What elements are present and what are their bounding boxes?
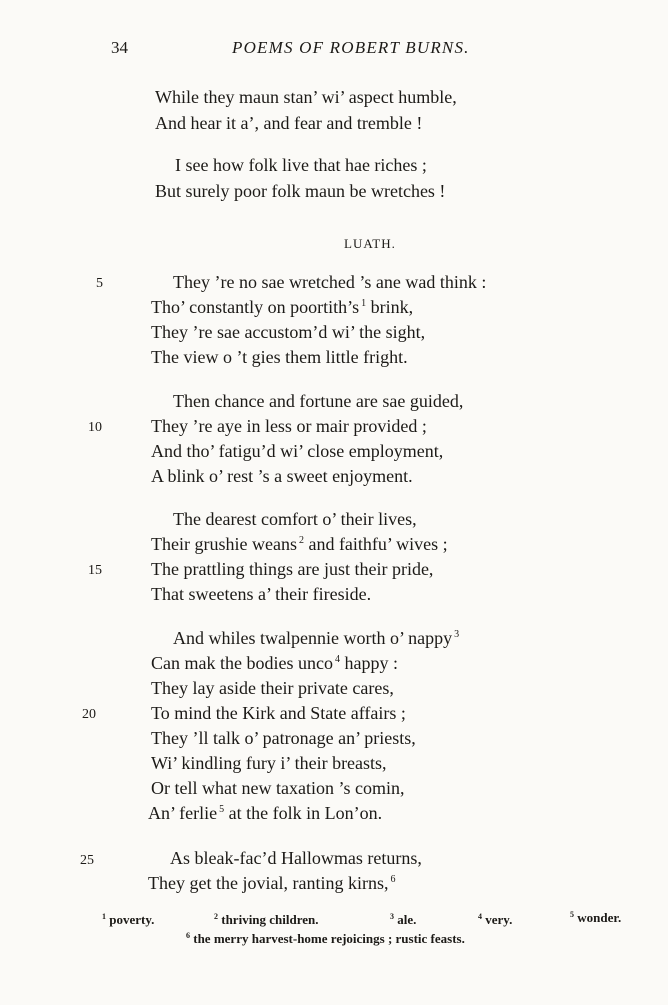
verse-line: And hear it a’, and fear and tremble ! [155, 113, 423, 133]
footnote-text: thriving children. [221, 912, 319, 927]
footnote [476, 912, 512, 928]
line-number: 15 [88, 563, 102, 578]
footnote [212, 912, 319, 928]
footnote-mark: 5 [570, 910, 574, 919]
verse-line: Wi’ kindling fury i’ their breasts, [151, 753, 387, 773]
verse-line [148, 802, 382, 824]
verse-line: They ’re aye in less or mair provided ; [151, 416, 427, 436]
line-number: 10 [88, 420, 102, 435]
verse-line [173, 627, 459, 649]
verse-text: They get the jovial, ranting kirns, [148, 873, 389, 893]
footnote [568, 910, 621, 926]
footnote-mark: 2 [214, 912, 218, 921]
verse-line: While they maun stan’ wi’ aspect humble, [155, 87, 457, 107]
page-number: 34 [111, 38, 128, 57]
footnote-mark: 6 [186, 931, 190, 940]
footnote [184, 931, 465, 947]
verse-line: The view o ’t gies them little fright. [151, 347, 408, 367]
footnote-text: wonder. [577, 910, 622, 925]
verse-line: To mind the Kirk and State affairs ; [151, 703, 406, 723]
footnote [100, 912, 154, 928]
footnote-marker: 4 [334, 654, 340, 665]
verse-line: They ’re sae accustom’d wi’ the sight, [151, 322, 426, 342]
verse-line: The prattling things are just their pride, [151, 559, 434, 579]
verse-line: They ’ll talk o’ patronage an’ priests, [151, 728, 416, 748]
footnote-marker: 6 [390, 874, 396, 885]
verse-line [151, 533, 448, 555]
verse-text: Tho’ constantly on poortith’s [151, 297, 360, 317]
line-number: 5 [96, 276, 103, 291]
verse-line: And tho’ fatigu’d wi’ close employment, [151, 441, 444, 461]
verse-text: happy : [344, 653, 398, 673]
footnote-mark: 3 [390, 912, 394, 921]
speaker-heading: LUATH. [344, 236, 396, 251]
footnote [388, 912, 416, 928]
verse-line [151, 296, 413, 318]
verse-line: I see how folk live that hae riches ; [175, 155, 427, 175]
verse-text: brink, [370, 297, 414, 317]
running-title: POEMS OF ROBERT BURNS. [232, 38, 470, 57]
footnote-marker: 5 [219, 804, 225, 815]
footnote-marker: 3 [454, 629, 460, 640]
verse-line: As bleak-fac’d Hallowmas returns, [170, 848, 422, 868]
verse-text: Their grushie weans [151, 534, 297, 554]
footnote-text: poverty. [109, 912, 155, 927]
verse-line: They lay aside their private cares, [151, 678, 394, 698]
footnote-text: ale. [397, 912, 417, 927]
verse-line: Or tell what new taxation ’s comin, [151, 778, 405, 798]
verse-text: at the folk in Lon’on. [228, 803, 383, 823]
verse-text: and faithfu’ wives ; [308, 534, 448, 554]
footnote-text: very. [485, 912, 513, 927]
verse-line: They ’re no sae wretched ’s ane wad think : [173, 272, 487, 292]
verse-line [148, 872, 395, 894]
footnote-text: the merry harvest-home rejoicings ; rustic feasts. [193, 931, 465, 946]
verse-line: A blink o’ rest ’s a sweet enjoyment. [151, 466, 413, 486]
verse-text: And whiles twalpennie worth o’ nappy [173, 628, 453, 648]
footnote-marker: 1 [361, 298, 367, 309]
line-number: 20 [82, 707, 96, 722]
line-number: 25 [80, 853, 94, 868]
verse-text: An’ ferlie [148, 803, 218, 823]
footnote-mark: 1 [102, 912, 106, 921]
footnote-marker: 2 [298, 535, 304, 546]
verse-line [151, 652, 398, 674]
verse-line: That sweetens a’ their fireside. [151, 584, 372, 604]
verse-line: The dearest comfort o’ their lives, [173, 509, 417, 529]
verse-line: Then chance and fortune are sae guided, [173, 391, 464, 411]
verse-text: Can mak the bodies unco [151, 653, 333, 673]
verse-line: But surely poor folk maun be wretches ! [155, 181, 446, 201]
footnote-mark: 4 [478, 912, 482, 921]
